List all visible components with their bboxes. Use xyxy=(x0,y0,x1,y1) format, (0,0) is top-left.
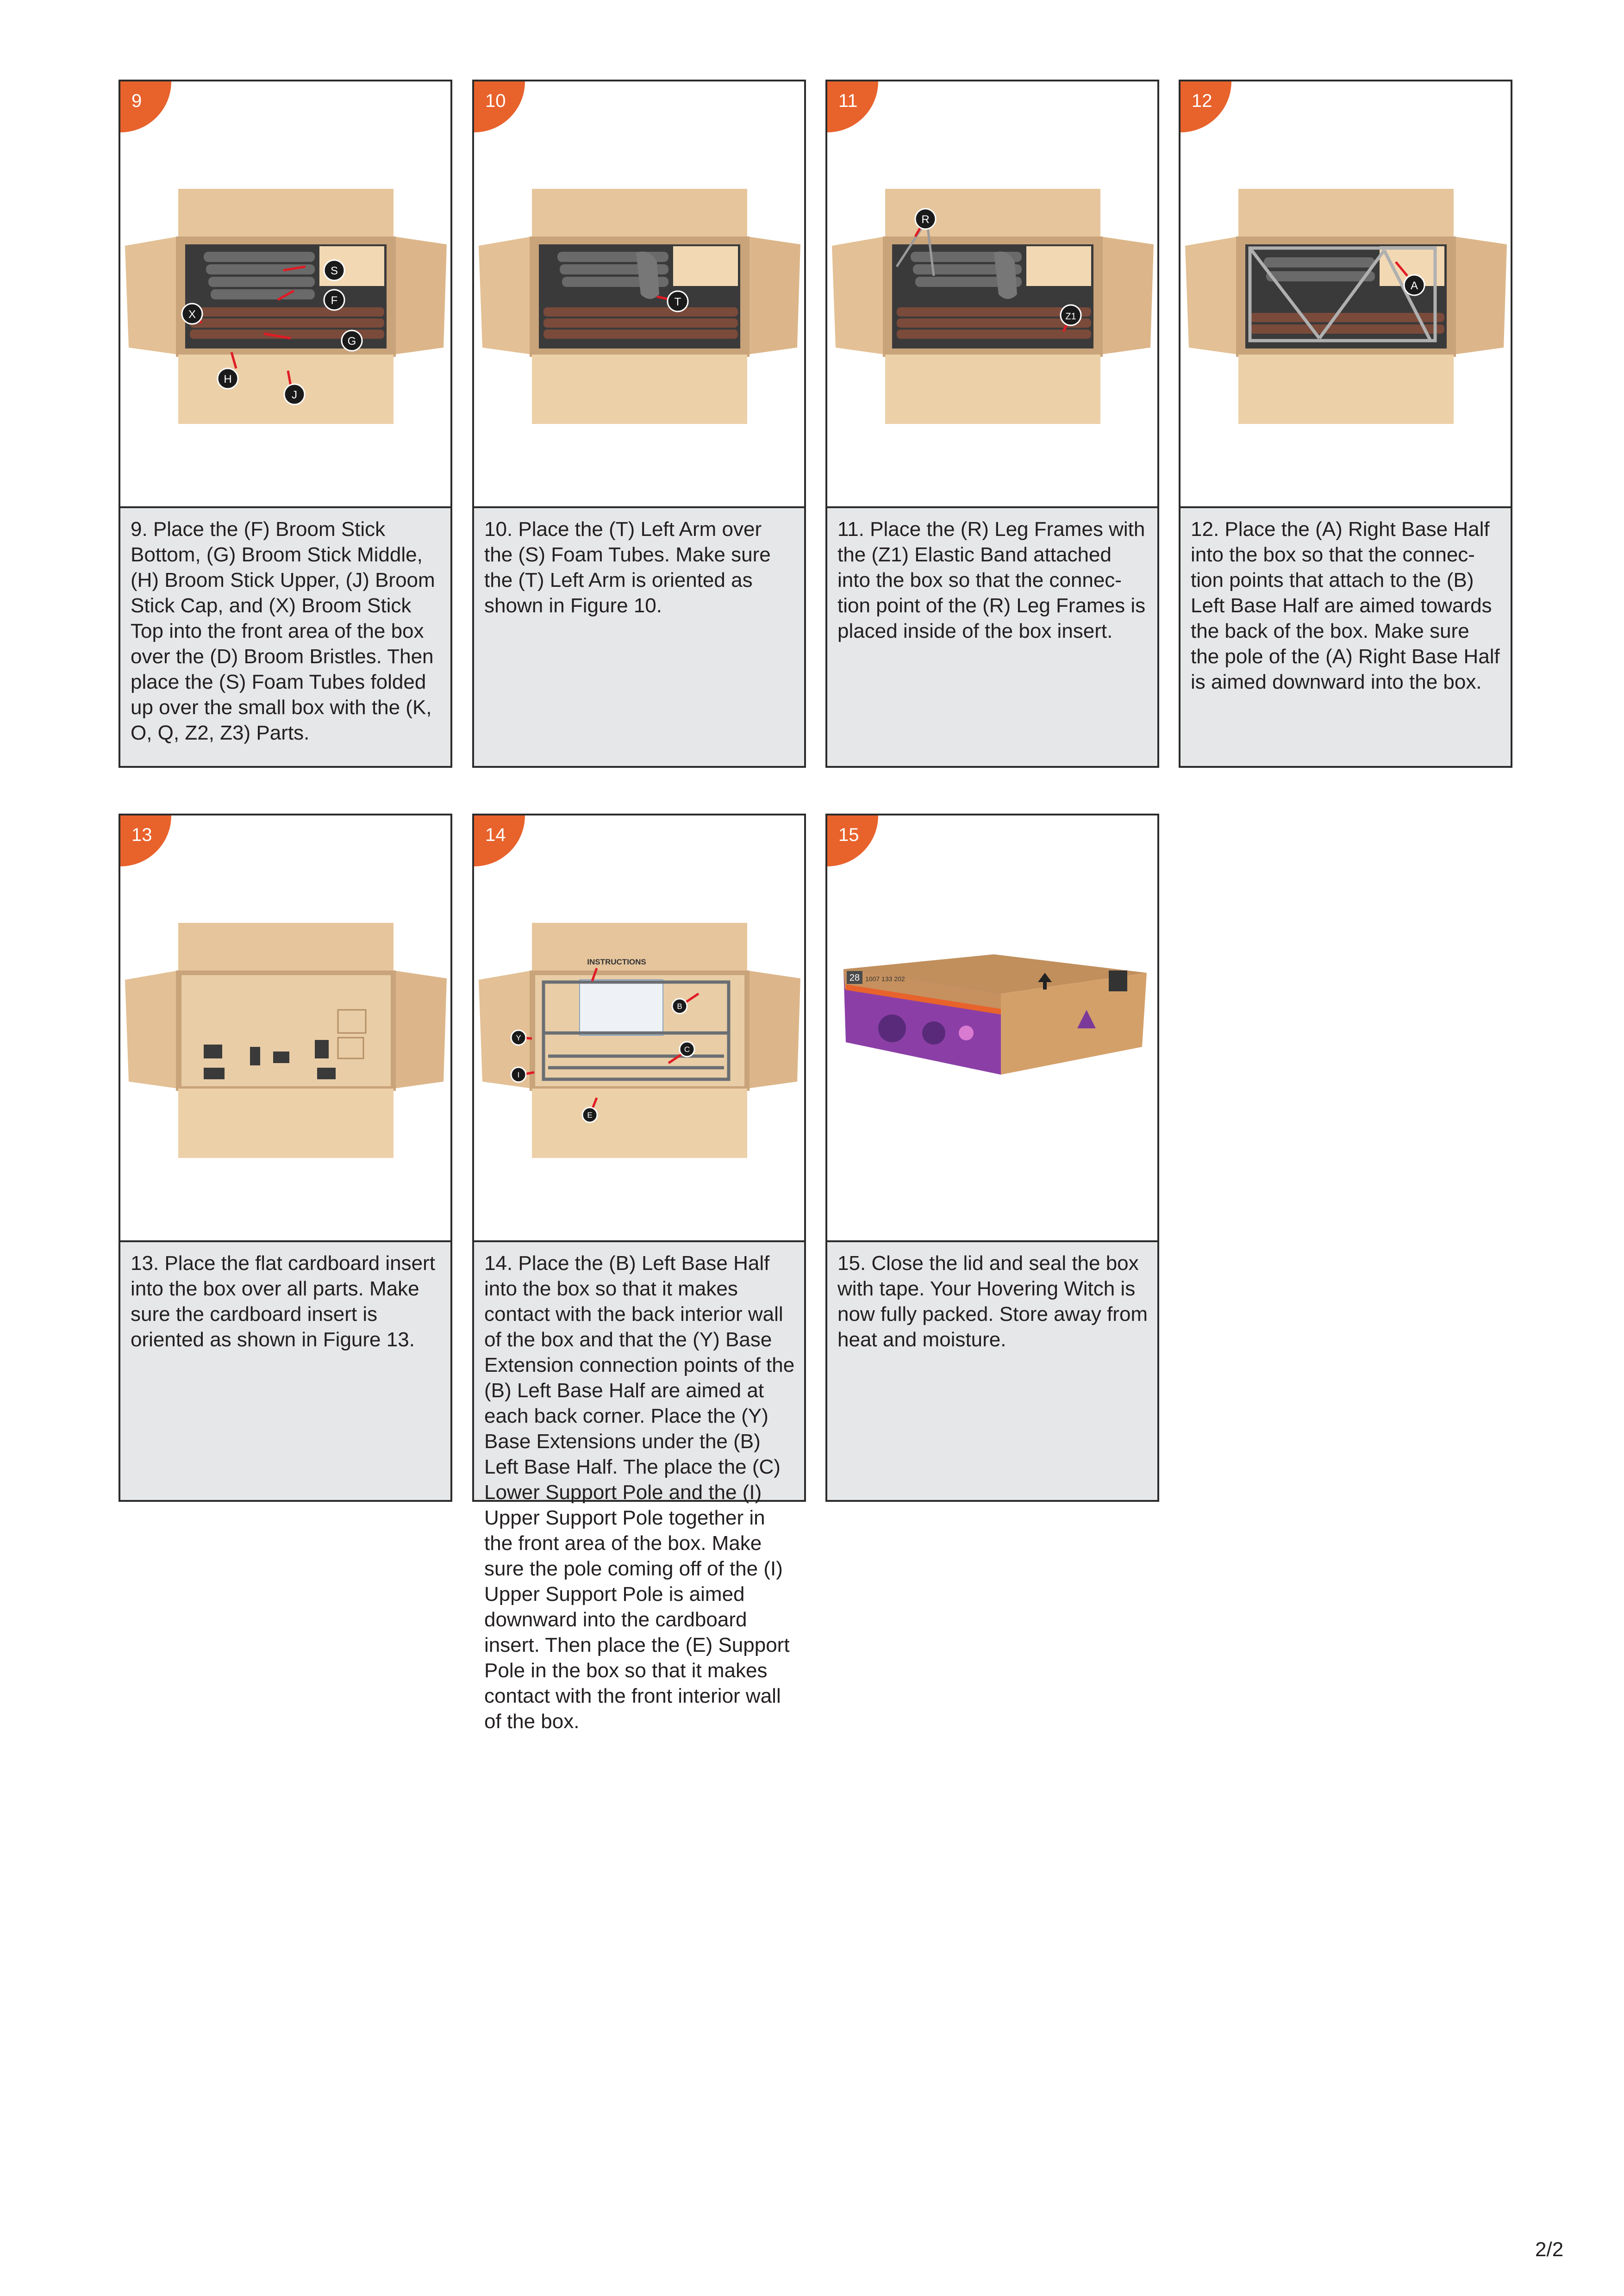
part-label-b: B xyxy=(677,1002,682,1011)
part-label-c: C xyxy=(684,1045,690,1054)
page-number: 2/2 xyxy=(1535,2238,1564,2261)
box-number-label: 28 xyxy=(849,973,860,983)
step-photo xyxy=(474,81,804,506)
part-label-g: G xyxy=(347,335,356,348)
step-number-badge: 10 xyxy=(474,81,525,132)
open-box-illustration xyxy=(120,815,450,1240)
part-label-e: E xyxy=(587,1111,593,1120)
step-instruction-text: 15. Close the lid and seal the box with tape. Your Hovering Witch is now fully packed. Store away from heat and moisture. xyxy=(827,1240,1157,1500)
step-instruction-text: 9. Place the (F) Broom Stick Bottom, (G) Broom Stick Middle, (H) Broom Stick Upper, (J) Broom Stick Cap, and (X) Broom Stick Top into the front area of the box over the (D) Broom Bristles. Then place the (S) Foam Tubes folded up over the small box with the (K, O, Q, Z2, Z3) Parts. xyxy=(120,506,450,766)
step-instruction-text: 13. Place the flat cardboard insert into the box over all parts. Make sure the cardboard insert is oriented as shown in Figure 13. xyxy=(120,1240,450,1500)
step-instruction-text: 14. Place the (B) Left Base Half into the box so that it makes contact with the back interior wall of the box and that the (Y) Base Extension connection points of the (B) Left Base Half are aimed at each back corner. Place the (Y) Base Extensions under the (B) Left Base Half. The place the (C) Lower Support Pole and the (I) Upper Support Pole together in the front area of the box. Make sure the pole coming off of the (I) Upper Support Pole is aimed downward into the cardboard insert. Then place the (E) Support Pole in the box so that it makes contact with the front interior wall of the box. xyxy=(474,1240,804,1500)
step-number-badge: 11 xyxy=(827,81,878,132)
part-label-h: H xyxy=(224,373,232,386)
step-14-panel xyxy=(472,814,806,1733)
closed-box-illustration xyxy=(827,815,1157,1240)
step-photo xyxy=(827,81,1157,506)
step-number-badge: 14 xyxy=(474,815,525,866)
step-9-panel xyxy=(119,80,452,768)
step-13-panel xyxy=(119,814,452,1502)
step-12-panel xyxy=(1179,80,1512,768)
part-label-f: F xyxy=(331,294,338,307)
part-label-s: S xyxy=(330,265,338,277)
step-photo xyxy=(827,815,1157,1240)
step-photo xyxy=(474,815,804,1240)
part-label-t: T xyxy=(674,296,681,308)
open-box-illustration xyxy=(1181,81,1511,506)
step-instruction-text: 12. Place the (A) Right Base Half into the box so that the connec-tion points that attach to the (B) Left Base Half are aimed towards the back of the box. Make sure the pole of the (A) Right Base Half is aimed downward into the box. xyxy=(1181,506,1511,766)
part-label-i: I xyxy=(517,1070,520,1079)
part-label-y: Y xyxy=(516,1033,521,1042)
step-10-panel xyxy=(472,80,806,768)
step-number-badge: 13 xyxy=(120,815,171,866)
part-label-z1: Z1 xyxy=(1065,311,1076,322)
step-instruction-text: 11. Place the (R) Leg Frames with the (Z1) Elastic Band attached into the box so that the connec-tion point of the (R) Leg Frames is placed inside of the box insert. xyxy=(827,506,1157,766)
part-label-a: A xyxy=(1410,280,1418,292)
box-sku-label: 1007 133 202 xyxy=(865,975,905,983)
step-instruction-text: 10. Place the (T) Left Arm over the (S) Foam Tubes. Make sure the (T) Left Arm is oriented as shown in Figure 10. xyxy=(474,506,804,766)
step-15-panel xyxy=(825,814,1159,1502)
open-box-illustration xyxy=(827,81,1157,506)
open-box-illustration xyxy=(120,81,450,506)
step-number-badge: 15 xyxy=(827,815,878,866)
instructions-label: INSTRUCTIONS xyxy=(587,958,646,966)
step-number-badge: 9 xyxy=(120,81,171,132)
step-11-panel xyxy=(825,80,1159,768)
part-label-j: J xyxy=(292,389,297,401)
step-photo xyxy=(120,81,450,506)
open-box-illustration xyxy=(474,815,804,1240)
part-label-x: X xyxy=(188,308,196,321)
step-number-badge: 12 xyxy=(1181,81,1231,132)
part-label-r: R xyxy=(921,213,930,226)
step-photo xyxy=(1181,81,1511,506)
step-photo xyxy=(120,815,450,1240)
open-box-illustration xyxy=(474,81,804,506)
